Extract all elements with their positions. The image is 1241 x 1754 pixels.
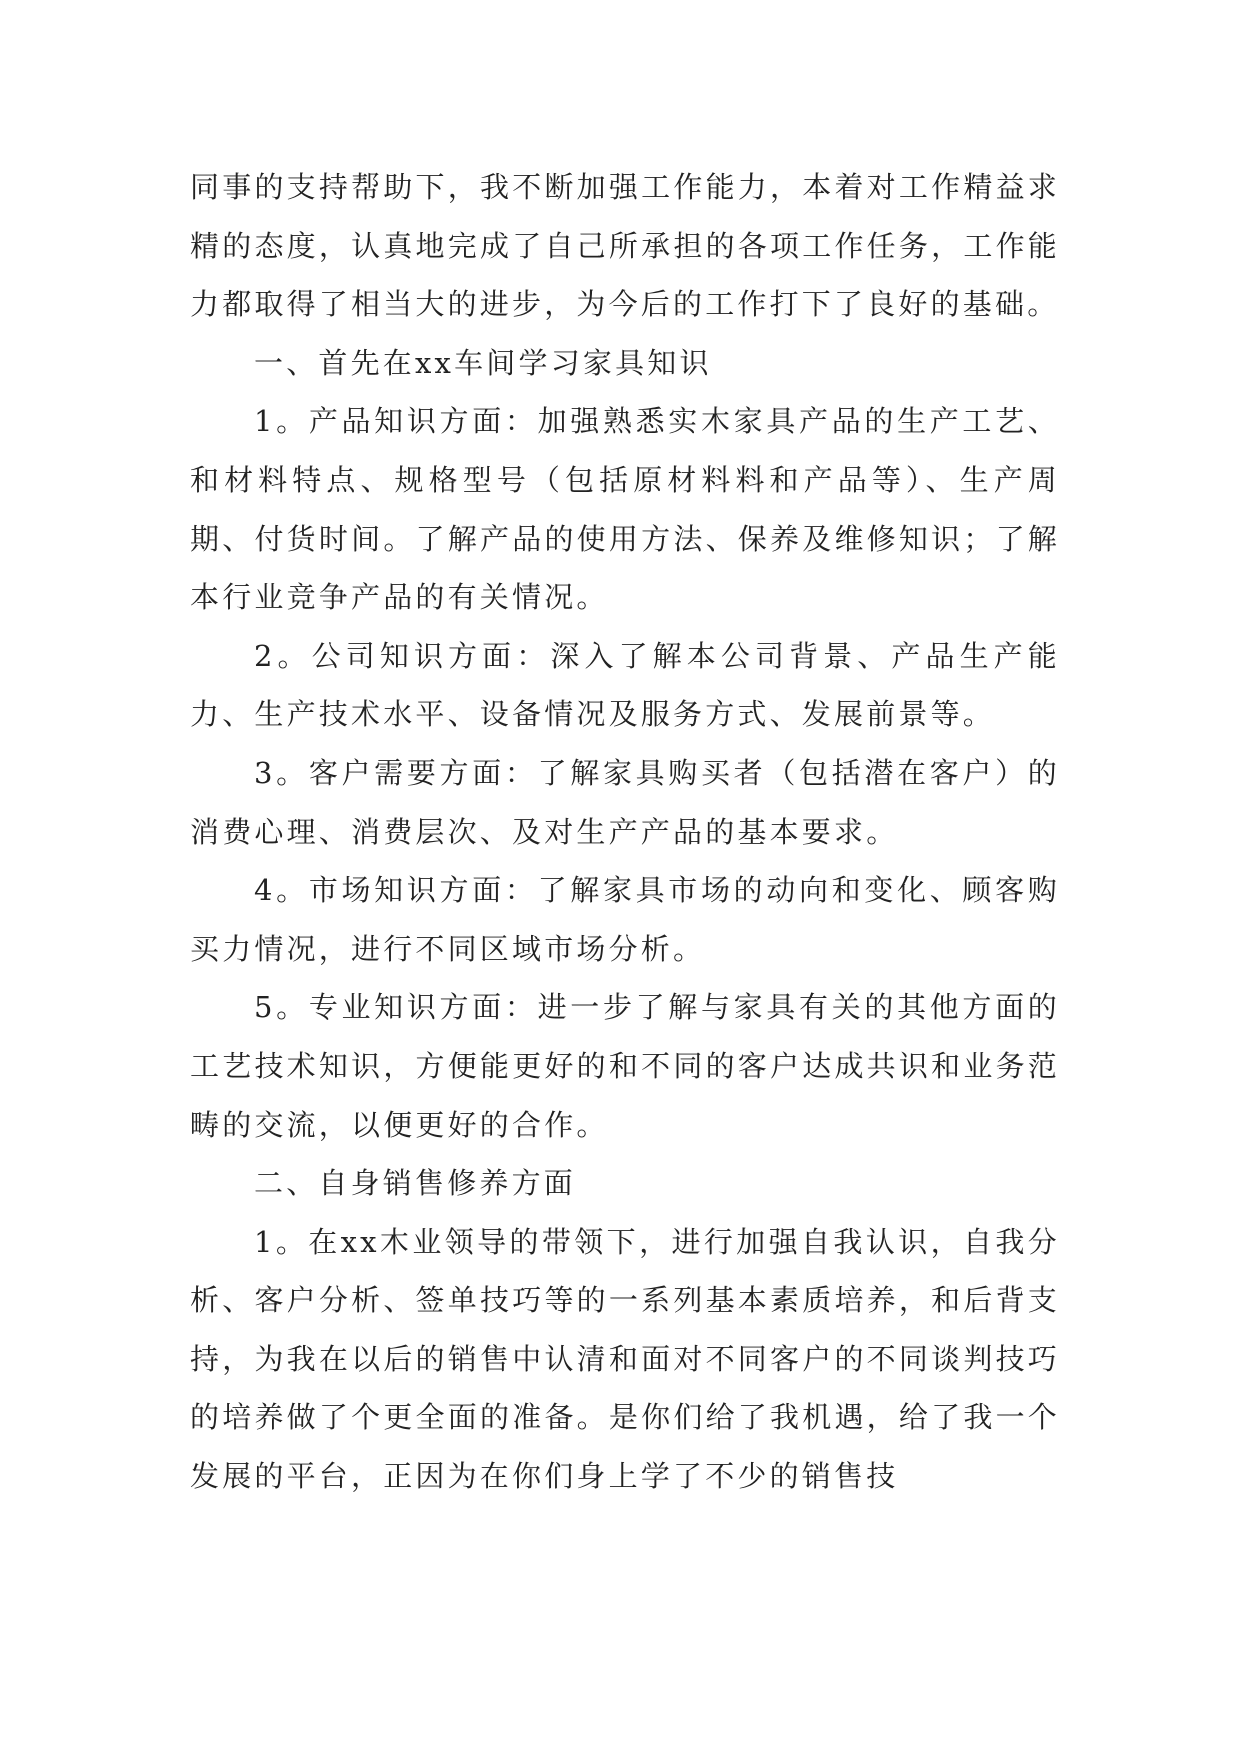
section-heading-furniture-knowledge: 一、首先在xx车间学习家具知识 [254, 345, 712, 380]
paragraph-product-knowledge: 1。产品知识方面：加强熟悉实木家具产品的生产工艺、和材料特点、规格型号（包括原材料料和产品等）、生产周期、付货时间。了解产品的使用方法、保养及维修知识；了解本行业竞争产品的有关情况。 [190, 404, 1060, 615]
paragraph-intro: 同事的支持帮助下，我不断加强工作能力，本着对工作精益求精的态度，认真地完成了自己所承担的各项工作任务，工作能力都取得了相当大的进步，为今后的工作打下了良好的基础。 [190, 170, 1060, 322]
paragraph-professional-knowledge: 5。专业知识方面：进一步了解与家具有关的其他方面的工艺技术知识，方便能更好的和不同的客户达成共识和业务范畴的交流，以便更好的合作。 [190, 990, 1060, 1142]
paragraph-customer-needs: 3。客户需要方面：了解家具购买者（包括潜在客户）的消费心理、消费层次、及对生产产品的基本要求。 [190, 755, 1060, 849]
paragraph-leadership-training: 1。在xx木业领导的带领下，进行加强自我认识，自我分析、客户分析、签单技巧等的一系列基本素质培养，和后背支持，为我在以后的销售中认清和面对不同客户的不同谈判技巧的培养做了个更全面的准备。是你们给了我机遇，给了我一个发展的平台，正因为在你们身上学了不少的销售技 [190, 1224, 1060, 1494]
paragraph-company-knowledge: 2。公司知识方面：深入了解本公司背景、产品生产能力、生产技术水平、设备情况及服务方式、发展前景等。 [190, 638, 1060, 732]
paragraph-market-knowledge: 4。市场知识方面：了解家具市场的动向和变化、顾客购买力情况，进行不同区域市场分析。 [190, 873, 1060, 966]
section-heading-sales-cultivation: 二、自身销售修养方面 [254, 1166, 577, 1201]
document-body [190, 158, 1060, 1506]
